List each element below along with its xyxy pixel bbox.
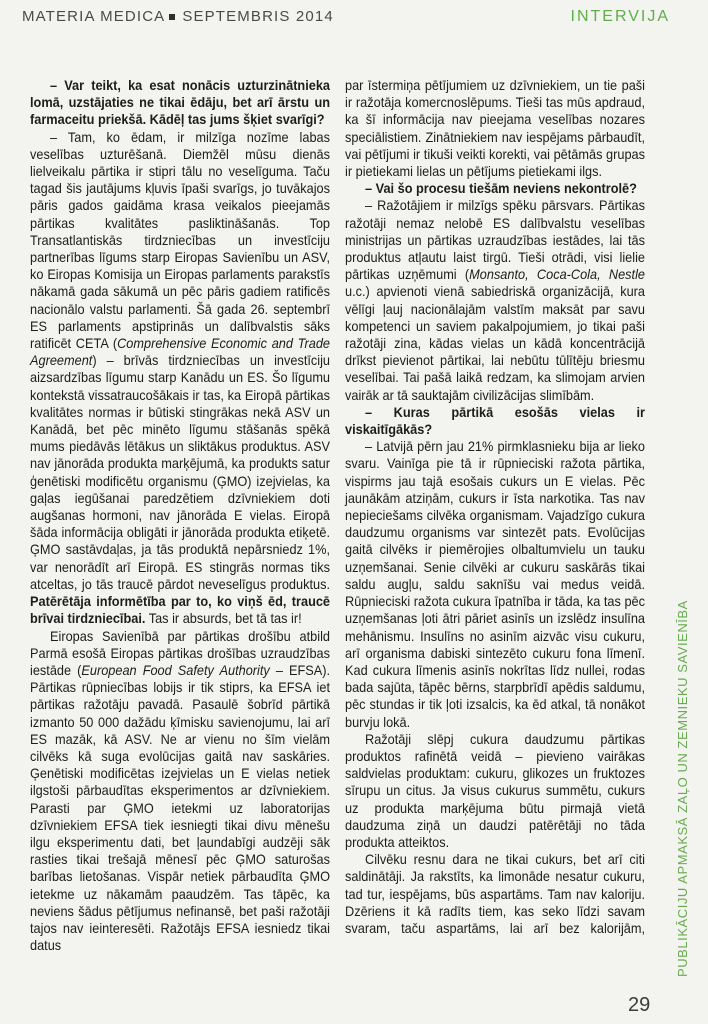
text-run: – EFSA). Pārtikas rūpniecības lobijs ir tik stiprs, ka EFSA iet pārtikas ražotāju pavadā. Pasaulē šobrīd pārtikā izmanto 50 000 dažādu ķīmisku savienojumu, lai arī ES mazāk, kā ASV. Ne ar vienu no šīm vielām cilvēks kā suga evolūcijas gaitā nav saskāries. Ģenētiski modificētas izejvielas un E vielas netiek ilgstoši pārbaudītas eksperimentos ar dzīvniekiem. Parasti par ĢMO ietekmi uz laboratorijas dzīvniekiem EFSA tiek iesniegti tikai divu mēnešu ilgu eksperimentu dati, bet ļaundabīgi audzēji sāk rasties tikai trešajā mēnesī pēc ĢMO saturošas barības lietošanas. Vispār netiek pārbaudīta ĢMO ietekme uz nākamām paaudzēm. Tas tāpēc, ka neviens šādus pētījumus nefinansē, bet paši ražotāji tajos nav ieinteresēti. Ražotājs EFSA iesniedz tikai datus <box>30 661 331 954</box>
page-number: 29 <box>628 994 651 1016</box>
text-run: Cilvēku resnu dara ne tikai cukurs, bet arī citi saldinātāji. Ja rakstīts, ka limonāde nesatur cukuru, tad tur, iespējams, būs aspartāms. Tam nav kaloriju. Dzēriens it kā radīts tiem, kas seko līdzi savam svaram, taču aspartāms, lai arī bez kalorijām, <box>345 851 646 936</box>
text-run-italic: European Food Safety Authority <box>81 661 270 678</box>
sponsor-note: PUBLIKĀCIJU APMAKSĀ ZAĻO UN ZEMNIEKU SAVIENĪBA <box>675 600 690 977</box>
text-run-italic: Comprehensive Economic and Trade Agreement <box>30 335 331 369</box>
text-run: Tas ir absurds, bet tā tas ir! <box>145 610 302 627</box>
running-header <box>22 8 334 26</box>
article-column-2 <box>345 77 645 997</box>
column-text <box>345 77 645 937</box>
text-run: u.c.) apvienoti vienā sabiedriskā organizācijā, kura vēlīgi ļauj nacionālajām valstīm maksāt par savu kompetenci un saviem pakalpojumiem, jo tikai paši ražotāji zina, kādas vielas un kādā koncentrācijā drīkst pievienot pārtikai, lai nebūtu tūlītēju briesmu veselībai. Tai pašā laikā redzam, ka slimojam arvien vairāk ar tā sauktajām civilizācijas slimībām. <box>345 283 646 403</box>
section-title: INTERVIJA <box>570 8 670 25</box>
article-column-1 <box>30 77 330 997</box>
text-run: – Vai šo procesu tiešām neviens nekontrolē? <box>365 180 637 197</box>
article-paragraph <box>30 628 330 955</box>
text-run: – Tam, ko ēdam, ir milzīga nozīme labas veselības uzturēšanā. Diemžēl mūsu dienās lielveikalu pārtika ir stipri tālu no veselīguma. Taču tagad šis jautājums kļuvis īpaši svarīgs, jo tuvākajos pāris gados gaidāma krasa veikalos pieejamās pārtikas kvalitātes pasliktināšanās. Top Transatlantiskās tirdzniecības un investīciju partnerības līgums starp Eiropas Savienību un ASV, ko Eiropas Komisija un Eiropas parlaments parakstīs nākamā gada sākumā un pēc pāris gadiem ratificēs nacionālo valstu parlamenti. Šā gada 26. septembrī ES parlaments apstiprinās un dalībvalstis sāks ratificēt CETA ( <box>30 128 331 352</box>
text-run: Eiropas Savienībā par pārtikas drošību atbild Parmā esošā Eiropas pārtikas drošības uzraudzības iestāde ( <box>30 627 331 678</box>
text-run: – Var teikt, ka esat nonācis uzturzinātnieka lomā, uzstājaties ne tikai ēdāju, bet arī ārstu un farmaceitu priekšā. Kādēļ tas jums šķiet svarīgi? <box>30 77 331 128</box>
interview-question <box>30 77 330 129</box>
interview-question <box>345 180 645 197</box>
text-run-italic: Monsanto, Coca-Cola, Nestle <box>469 266 646 283</box>
text-run: ) – brīvās tirdzniecības un investīciju aizsardzības līgumu starp Kanādu un ES. Šo līgumu kontekstā vissatraucošākais ir tas, ka Eiropā pārtikas kvalitātes normas ir būtiski stingrākas nekā ASV un Kanādā, bet pēc minēto līgumu stāšanās spēkā mums piedāvās lētākus un sliktākus produktus. ASV nav jānorāda produkta marķējumā, ka produkts satur ģenētiski modificētu organismu (ĢMO) izejvielas, ka gaļas iegūšanai paredzētiem dzīvniekiem doti augšanas hormoni, nav jānorāda E vielas. Eiropā šāda informācija obligāti ir jānorāda produkta etiķetē. ĢMO sastāvdaļas, ja tās produktā nepārsniedz 1%, var nenorādīt arī Eiropā. ES stingrās normas tiks atceltas, jo tās traucē pārdot neveselīgus produktus. <box>30 352 331 592</box>
article-paragraph <box>345 851 645 937</box>
publication-name: MATERIA MEDICA <box>22 8 166 25</box>
text-run: – Ražotājiem ir milzīgs spēku pārsvars. Pārtikas ražotāji nemaz nelobē ES dalībvalstu veselības ministrijas un pārtikas uzraudzības iestādes, lai tās produktus atļautu laist tirgū. Tieši otrādi, visi lielie pārtikas uzņēmumi ( <box>345 197 646 283</box>
text-run: – Kuras pārtikā esošās vielas ir viskaitīgākās? <box>345 403 646 438</box>
issue-date: SEPTEMBRIS 2014 <box>182 8 334 25</box>
interview-question <box>345 404 645 438</box>
article-paragraph <box>345 77 645 180</box>
column-text <box>30 77 330 954</box>
text-run: par īstermiņa pētījumiem uz dzīvniekiem, un tie paši ir ražotāja komercnoslēpums. Tieši tas mūs apdraud, ka šī informācija nav pieejama veselības nozares speciālistiem. Zinātniekiem nav iespējams pārbaudīt, vai pētījumi ir tikuši veikti korekti, vai pētāmās grupas ir pietiekami lielas un pētījums pietiekami ilgs. <box>345 77 646 180</box>
article-paragraph <box>345 731 645 851</box>
interview-answer <box>345 197 645 403</box>
separator-square <box>169 14 175 20</box>
text-run: Ražotāji slēpj cukura daudzumu pārtikas produktos rafinētā veidā – pievieno vairākas saldvielas produktam: cukuru, glikozes un fruktozes sīrupu un citus. Ja visus cukurus summētu, cukurs uz produkta marķējuma būtu pirmajā vietā daudzuma ziņā un daudzi patērētāji no tāda produkta atteiktos. <box>345 730 646 850</box>
text-run-bold: Patērētāja informētība par to, ko viņš ēd, traucē brīvai tirdzniecībai. <box>30 593 331 627</box>
interview-answer <box>345 438 645 730</box>
text-run: – Latvijā pērn jau 21% pirmklasnieku bija ar lieko svaru. Vainīga pie tā ir rūpnieciski ražota pārtika, vispirms jau tajā esošais cukurs un E vielas. Pēc jaunākām atziņām, cukurs ir īsta narkotika. Tas nav nepieciešams cilvēka organismam. Vajadzīgo cukura daudzumu organisms var sintezēt pats. Evolūcijas gaitā cilvēks ir piemērojies olbaltumvielu un tauku uzņemšanai. Senie cilvēki ar cukuru saskārās tikai saldu augļu, saldu saknīšu vai medus veidā. Rūpnieciski ražota cukura īpatnība ir tāda, ka tas pēc uzņemšanas ļoti ātri pāriet asinīs un izslēdz insulīna mehānismu. Insulīns no asinīm aizvāc visu cukuru, arī organisma dabiski sintezēto cukuru fona līmenī. Kad cukura līmenis asinīs nokrītas līdz nullei, rodas bada sajūta, tāpēc bērns, starpbrīdī apēdis saldumu, pēc stundas ir tik ļoti izsalcis, ka ēd atkal, tā nonākot burvju lokā. <box>345 438 646 730</box>
interview-answer <box>30 129 330 628</box>
